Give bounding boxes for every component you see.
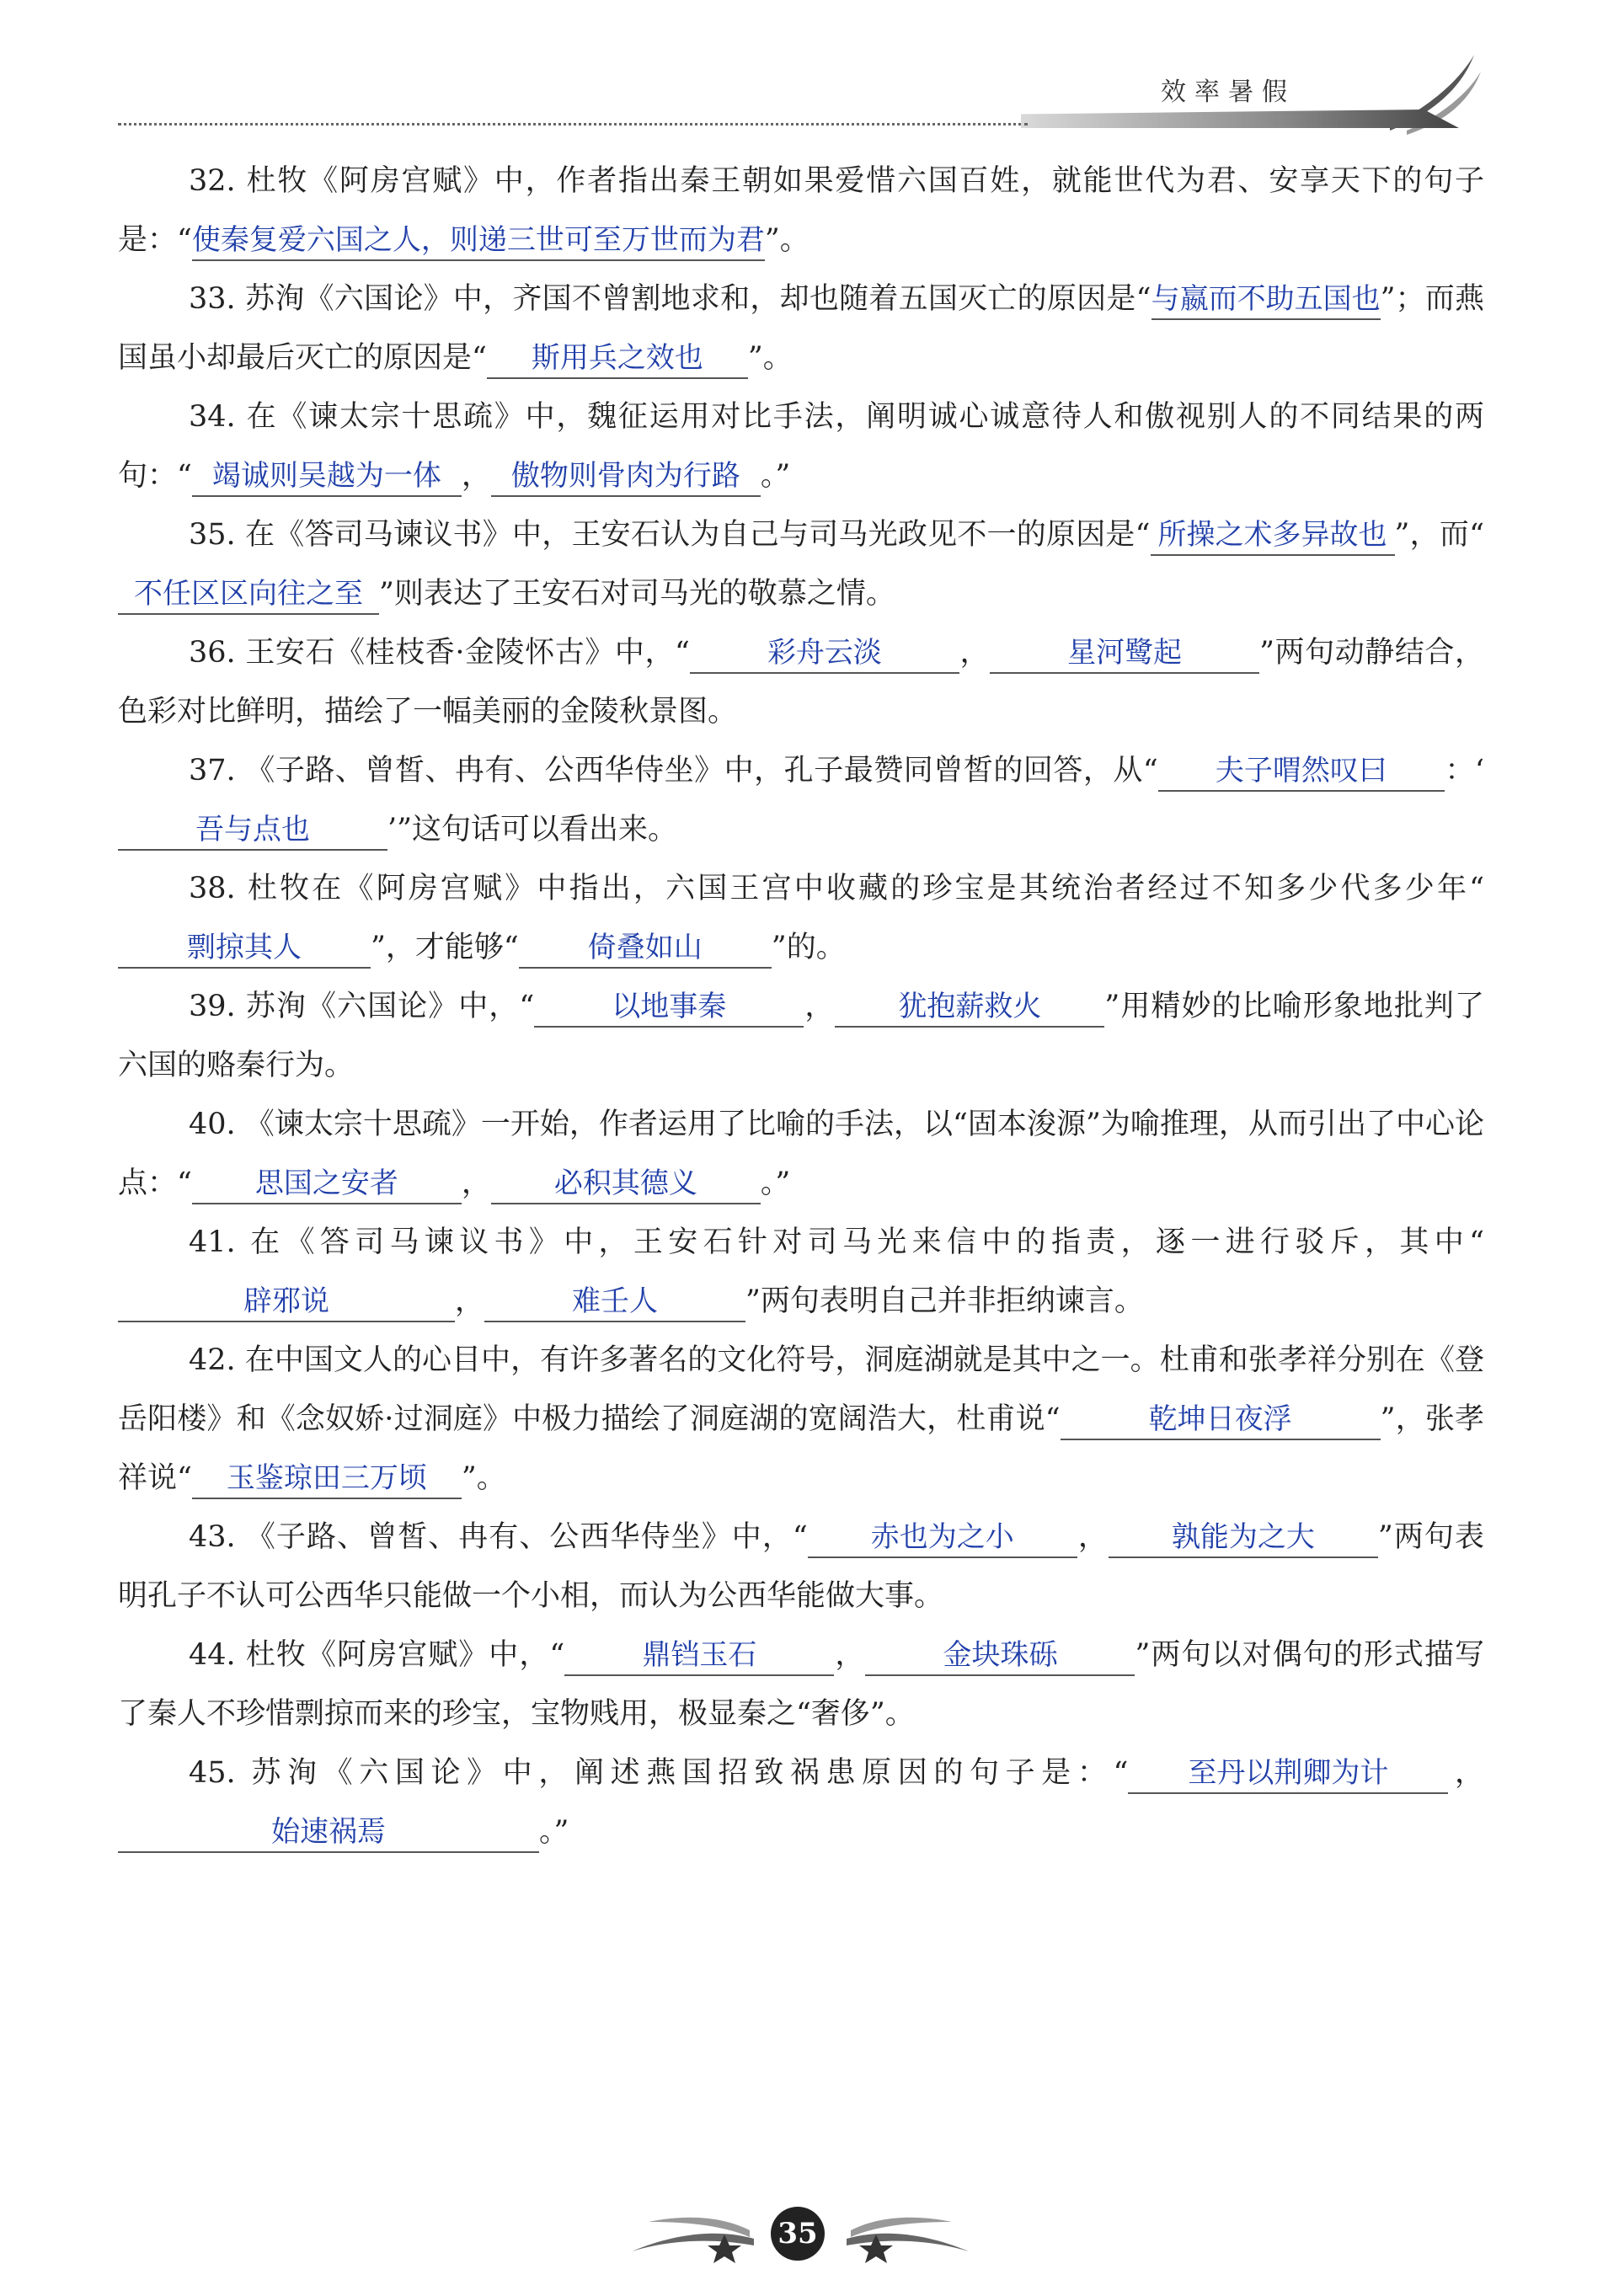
star-ornament-left-icon: [623, 2205, 758, 2264]
question-text: ”则表达了王安石对司马光的敬慕之情。: [379, 577, 895, 611]
question-34: [118, 387, 1484, 505]
answer-blank[interactable]: 以地事秦: [534, 987, 804, 1028]
question-text: 33. 苏洵《六国论》中，齐国不曾割地求和，却也随着五国灭亡的原因是“: [189, 282, 1151, 316]
page-footer: [0, 2198, 1619, 2274]
question-43: [118, 1508, 1484, 1626]
answer-blank[interactable]: 必积其德义: [491, 1164, 761, 1204]
question-text: ”，张孝祥说“: [118, 1402, 1484, 1495]
question-text: 39. 苏洵《六国论》中，“: [189, 990, 535, 1023]
question-text: ，: [834, 1638, 866, 1672]
question-text: ”，才能够“: [371, 931, 519, 964]
question-text: ”两句动静结合，色彩对比鲜明，描绘了一幅美丽的金陵秋景图。: [118, 636, 1484, 729]
answer-blank[interactable]: 夫子喟然叹曰: [1158, 751, 1445, 792]
answer-blank[interactable]: 辟邪说: [118, 1282, 455, 1322]
question-text: ”。: [764, 223, 810, 257]
question-35: [118, 505, 1484, 623]
question-text: ，: [461, 1167, 491, 1200]
question-37: [118, 741, 1484, 859]
question-text: 42. 在中国文人的心目中，有许多著名的文化符号，洞庭湖就是其中之一。杜甫和张孝祥分别在《登岳阳楼》和《念奴娇·过洞庭》中极力描绘了洞庭湖的宽阔浩大，杜甫说“: [118, 1343, 1484, 1436]
question-text: ”两句以对偶句的形式描写了秦人不珍惜剽掠而来的珍宝，宝物贱用，极显秦之“奢侈”。: [118, 1638, 1484, 1731]
answer-blank[interactable]: 孰能为之大: [1109, 1518, 1378, 1558]
answer-blank[interactable]: 使秦复爱六国之人，则递三世可至万世而为君: [192, 221, 765, 261]
answer-blank[interactable]: 玉鉴琼田三万顷: [192, 1459, 462, 1499]
question-text: ，: [461, 459, 491, 493]
question-36: [118, 623, 1484, 741]
answer-blank[interactable]: 金块珠砾: [865, 1636, 1135, 1676]
question-45: [118, 1743, 1484, 1861]
question-text: 37. 《子路、曾皙、冉有、公西华侍坐》中，孔子最赞同曾皙的回答，从“: [189, 754, 1158, 788]
page-number: 35: [771, 2207, 825, 2261]
answer-blank[interactable]: 星河鹭起: [990, 633, 1259, 674]
question-32: [118, 152, 1484, 270]
answer-blank[interactable]: 思国之安者: [192, 1164, 462, 1204]
question-text: ”两句表明孔子不认可公西华只能做一个小相，而认为公西华能做大事。: [118, 1520, 1484, 1613]
answer-blank[interactable]: 倚叠如山: [519, 928, 772, 969]
question-text: ，: [959, 636, 991, 670]
answer-blank[interactable]: 彩舟云淡: [690, 633, 959, 674]
question-text: 45. 苏洵《六国论》中，阐述燕国招致祸患原因的句子是：“: [189, 1756, 1129, 1790]
question-text: ，: [455, 1284, 485, 1318]
question-39: [118, 977, 1484, 1095]
question-text: ”两句表明自己并非拒纳谏言。: [745, 1284, 1144, 1318]
answer-blank[interactable]: 至丹以荆卿为计: [1128, 1754, 1448, 1794]
question-text: 40. 《谏太宗十思疏》一开始，作者运用了比喻的手法，以“固本浚源”为喻推理，从而引出了中心论点：“: [118, 1108, 1484, 1200]
question-text: 35. 在《答司马谏议书》中，王安石认为自己与司马光政见不一的原因是“: [189, 518, 1151, 552]
question-text: ，: [804, 990, 836, 1023]
question-text: 41. 在《答司马谏议书》中，王安石针对司马光来信中的指责，逐一进行驳斥，其中“: [189, 1225, 1484, 1259]
question-40: [118, 1095, 1484, 1213]
header-title: 效率暑假: [1161, 77, 1296, 107]
question-44: [118, 1626, 1484, 1743]
question-text: ”；而燕国虽小却最后灭亡的原因是“: [118, 282, 1484, 375]
answer-blank[interactable]: 与嬴而不助五国也: [1151, 280, 1381, 320]
question-text: ”用精妙的比喻形象地批判了六国的赂秦行为。: [118, 990, 1484, 1082]
question-text: ”。: [747, 341, 793, 375]
answer-blank[interactable]: 斯用兵之效也: [487, 339, 748, 379]
header-bar: [1021, 109, 1459, 128]
question-list: [118, 152, 1484, 1861]
header-divider: [118, 123, 1028, 125]
answer-blank[interactable]: 鼎铛玉石: [564, 1636, 834, 1676]
answer-blank[interactable]: 吾与点也: [118, 810, 387, 851]
answer-blank[interactable]: 犹抱薪救火: [835, 987, 1104, 1028]
answer-blank[interactable]: 剽掠其人: [118, 928, 371, 969]
answer-blank[interactable]: 傲物则骨肉为行路: [491, 457, 761, 497]
answer-blank[interactable]: 赤也为之小: [808, 1518, 1077, 1558]
answer-blank[interactable]: 不任区区向往之至: [118, 574, 379, 615]
question-text: ’”这句话可以看出来。: [387, 813, 678, 846]
answer-blank[interactable]: 所操之术多异故也: [1151, 515, 1395, 556]
answer-blank[interactable]: 乾坤日夜浮: [1061, 1400, 1381, 1440]
question-text: 38. 杜牧在《阿房宫赋》中指出，六国王宫中收藏的珍宝是其统治者经过不知多少代多少年“: [189, 872, 1484, 905]
question-text: ”的。: [771, 931, 846, 964]
question-41: [118, 1213, 1484, 1331]
question-text: ，: [1077, 1520, 1109, 1554]
answer-blank[interactable]: 始速祸焉: [118, 1813, 539, 1853]
question-42: [118, 1331, 1484, 1508]
answer-blank[interactable]: 难壬人: [484, 1282, 745, 1322]
question-38: [118, 859, 1484, 977]
question-text: 。”: [760, 459, 791, 493]
question-text: ：‘: [1444, 754, 1484, 788]
question-text: 34. 在《谏太宗十思疏》中，魏征运用对比手法，阐明诚心诚意待人和傲视别人的不同结果的两句：“: [118, 400, 1484, 493]
question-text: 44. 杜牧《阿房宫赋》中，“: [189, 1638, 565, 1672]
question-text: ”。: [461, 1461, 506, 1495]
question-text: 36. 王安石《桂枝香·金陵怀古》中，“: [189, 636, 690, 670]
question-text: 。”: [760, 1167, 791, 1200]
question-text: ，: [1448, 1756, 1484, 1790]
question-text: 43. 《子路、曾皙、冉有、公西华侍坐》中，“: [189, 1520, 808, 1554]
question-33: [118, 270, 1484, 387]
answer-blank[interactable]: 竭诚则吴越为一体: [192, 457, 462, 497]
question-text: 。”: [539, 1815, 569, 1849]
question-text: 32. 杜牧《阿房宫赋》中，作者指出秦王朝如果爱惜六国百姓，就能世代为君、安享天下的句子是：“: [118, 164, 1484, 257]
question-text: ”，而“: [1394, 518, 1484, 552]
star-ornament-right-icon: [842, 2205, 977, 2264]
